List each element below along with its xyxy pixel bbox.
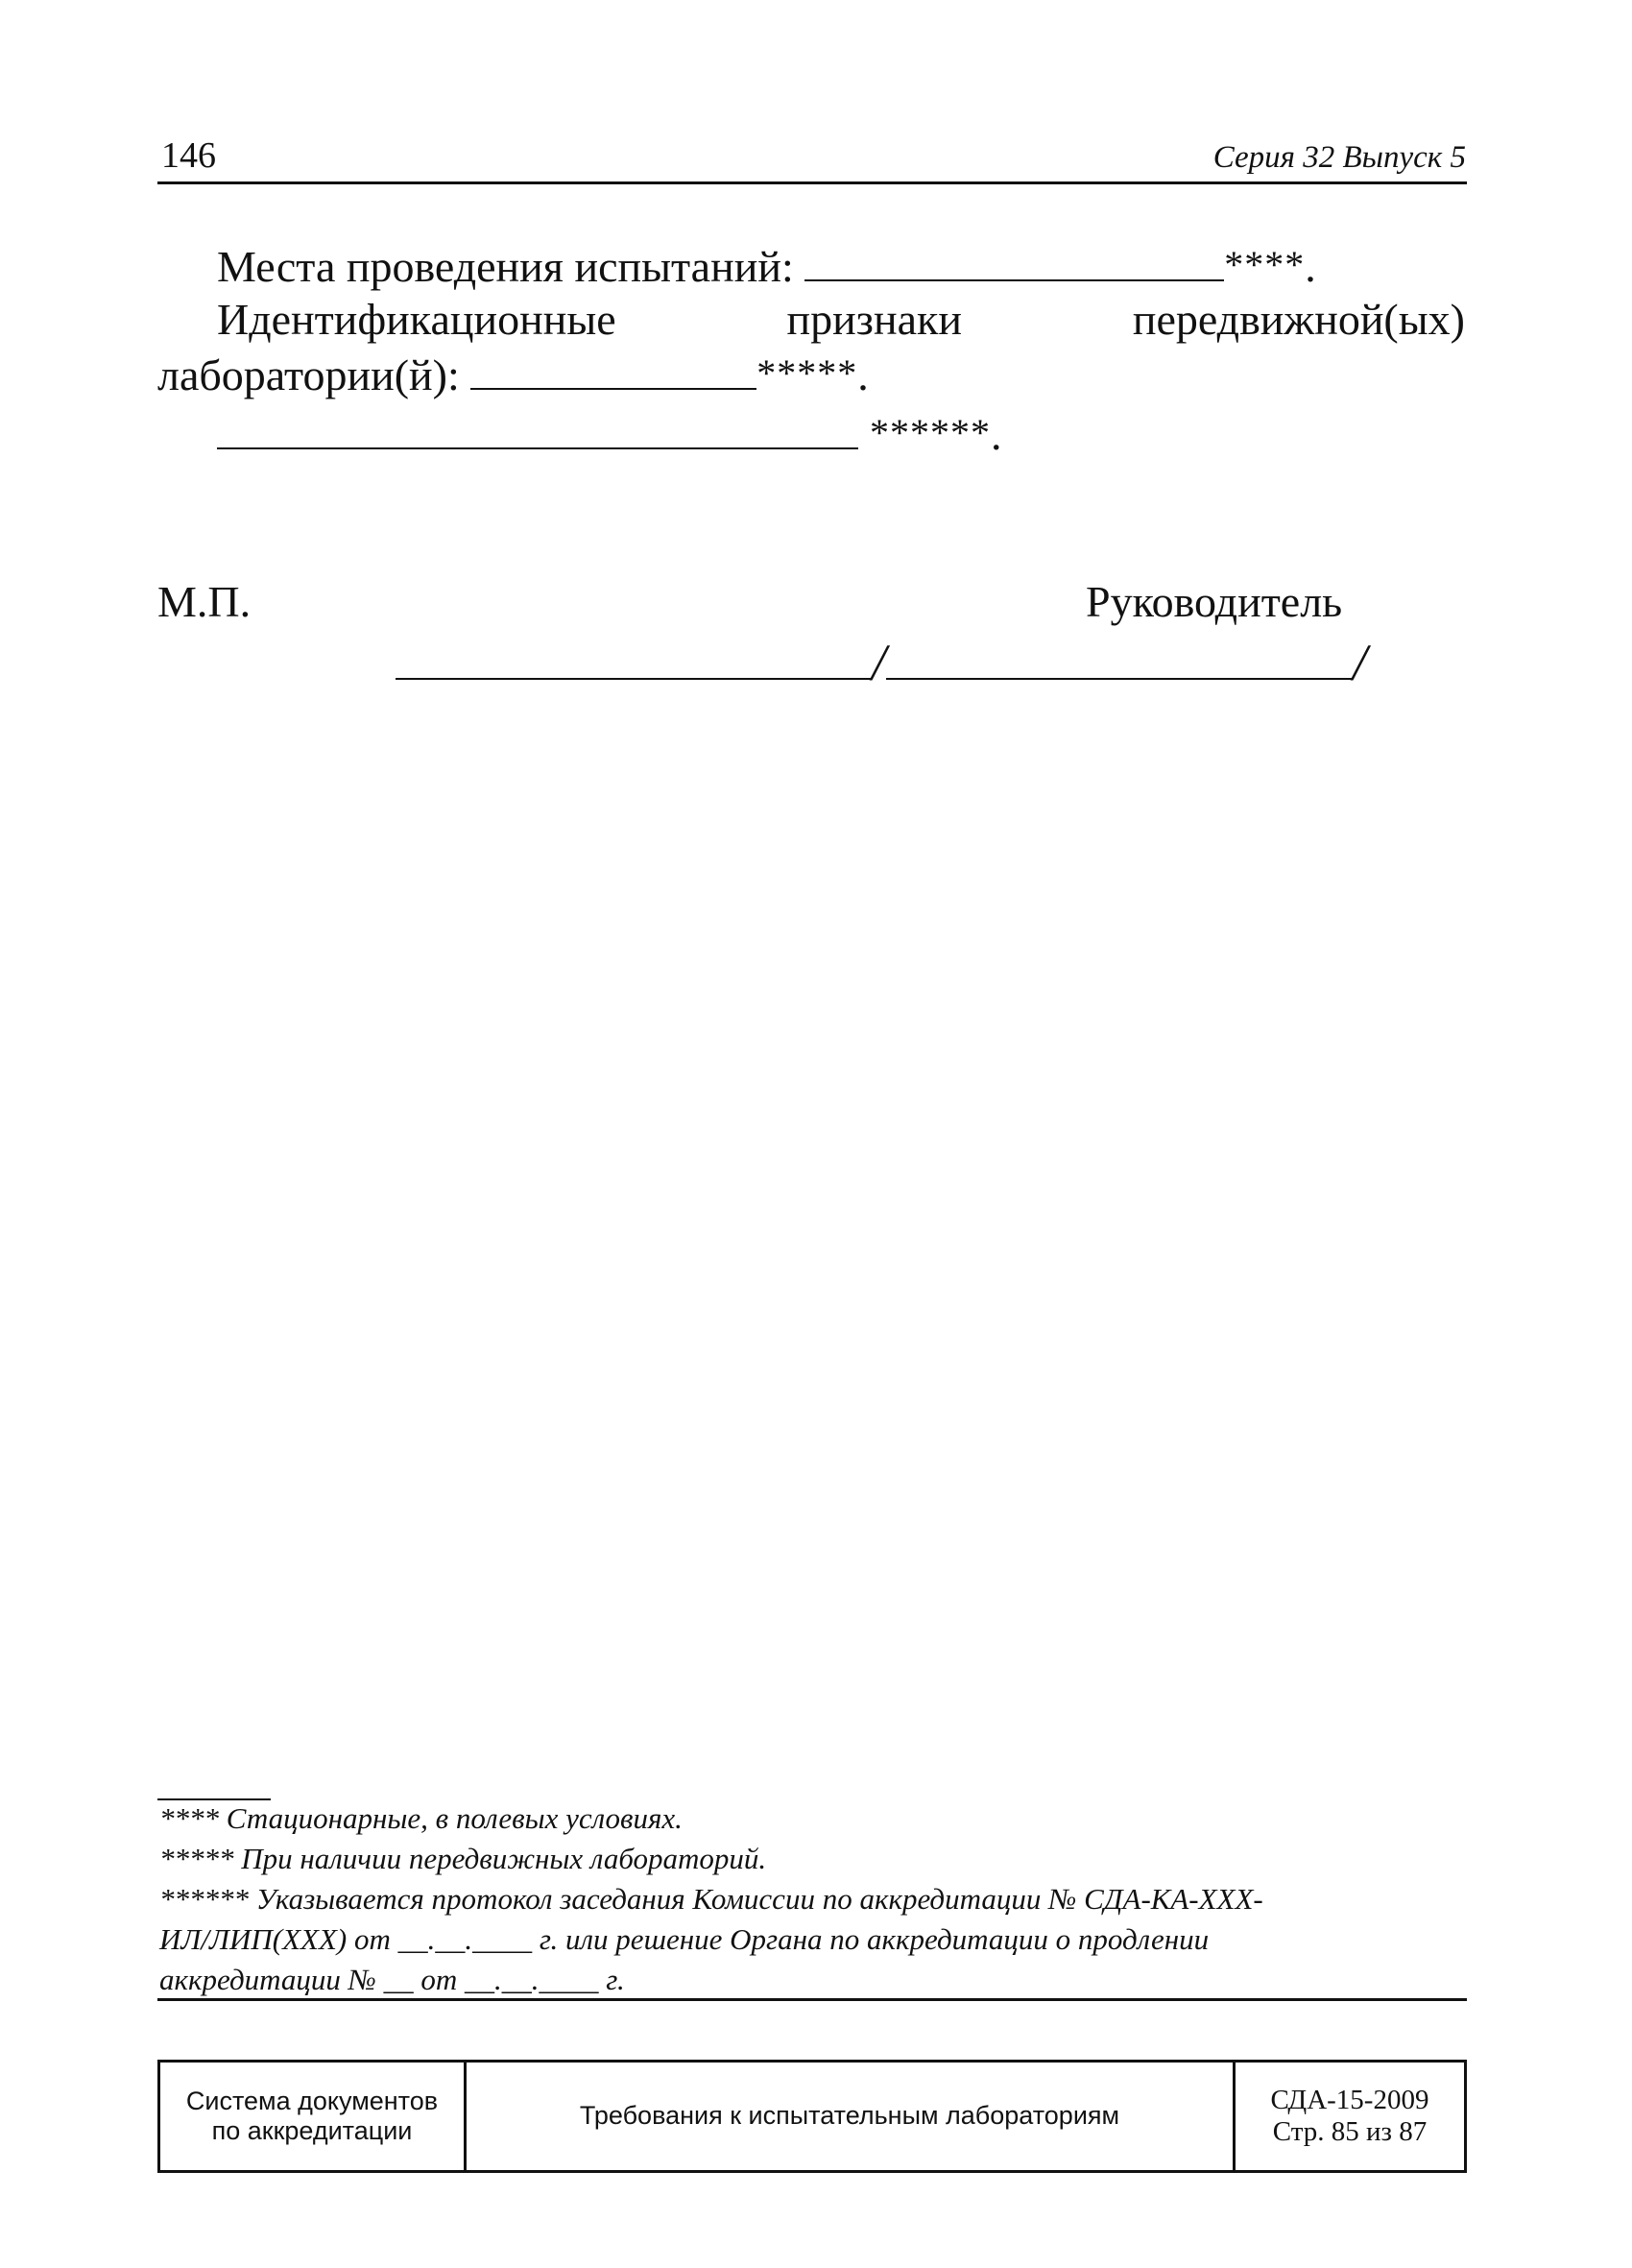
header-rule <box>157 181 1467 184</box>
footnote-3-line-1: ****** Указывается протокол заседания Комиссии по аккредитации № СДА-КА-ХХХ- <box>159 1882 1263 1916</box>
document-code: СДА-15-2009 <box>1270 2084 1429 2115</box>
test-sites-field[interactable] <box>804 245 1224 281</box>
footnote-1: **** Стационарные, в полевых условиях. <box>159 1801 683 1835</box>
page-count: Стр. 85 из 87 <box>1272 2116 1428 2147</box>
ident-line <box>217 295 1465 344</box>
footnote-3-line-3: аккредитации № __ от __.__.____ г. <box>159 1963 625 1996</box>
name-field[interactable] <box>886 639 1353 680</box>
period: . <box>1305 242 1316 291</box>
code-cell <box>1236 2063 1464 2170</box>
ident-field[interactable] <box>470 353 756 390</box>
stamp-place-label: М.П. <box>157 577 252 626</box>
signature-line: / / <box>396 637 1367 688</box>
document-title: Требования к испытательным лабораториям <box>579 2101 1120 2131</box>
extra-field[interactable] <box>217 413 858 449</box>
ident-label: лаборатории(й): <box>157 350 460 399</box>
system-line-2: по аккредитации <box>211 2116 413 2145</box>
ident-word-1: Идентификационные <box>217 295 616 344</box>
test-sites-label: Места проведения испытаний: <box>217 242 794 291</box>
title-cell <box>467 2063 1236 2170</box>
ident-marker: ***** <box>756 351 858 395</box>
signature-field[interactable] <box>396 639 872 680</box>
footer-rule <box>157 1998 1467 2001</box>
page-number: 146 <box>161 135 216 176</box>
head-label: Руководитель <box>1086 577 1343 626</box>
series-issue: Серия 32 Выпуск 5 <box>1212 140 1466 175</box>
system-cell <box>160 2063 467 2170</box>
ident-word-3: передвижной(ых) <box>1132 295 1465 344</box>
slash: / <box>872 634 887 691</box>
ident-word-2: признаки <box>786 295 962 344</box>
system-line-1: Система документов <box>185 2086 439 2115</box>
extra-marker: ****** <box>870 411 991 454</box>
test-sites-marker: **** <box>1224 243 1306 286</box>
test-sites-line <box>217 242 1316 291</box>
footnote-2: ***** При наличии передвижных лабораторий. <box>159 1842 767 1875</box>
footnote-rule <box>157 1798 271 1800</box>
extra-line: ******. <box>217 413 1002 457</box>
footnote-3-line-2: ИЛ/ЛИП(ХХХ) от __.__.____ г. или решение Органа по аккредитации о продлении <box>159 1922 1210 1956</box>
title-block <box>157 2060 1467 2173</box>
ident-line-2: лаборатории(й): *****. <box>157 350 869 399</box>
